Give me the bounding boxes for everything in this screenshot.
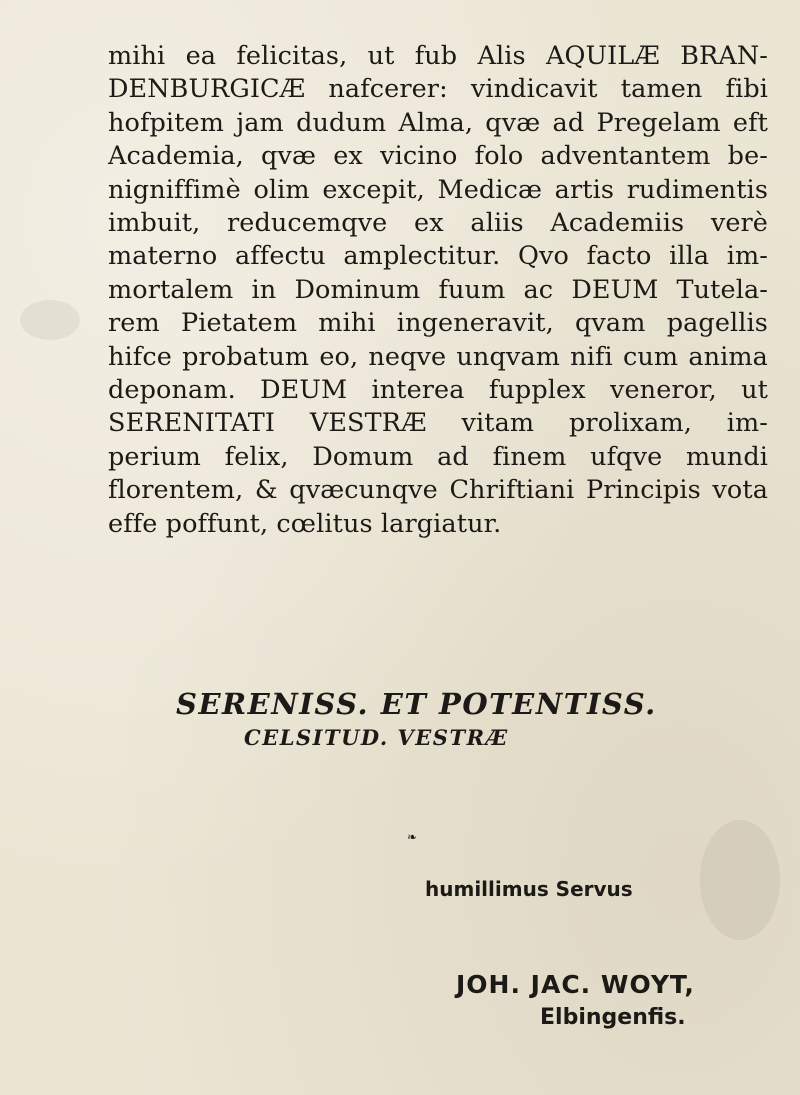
- text-line: hifce probatum eo, neqve unqvam nifi cum anima: [108, 341, 768, 372]
- text-line: nigniffimè olim excepit, Medicæ artis rudimentis: [108, 174, 768, 205]
- salutation-address: SERENISS. ET POTENTISS.: [176, 687, 657, 721]
- dedication-body: [108, 40, 768, 541]
- page-stain: [20, 300, 80, 340]
- text-line: hofpitem jam dudum Alma, qvæ ad Pregelam eft: [108, 107, 768, 138]
- text-line: Academia, qvæ ex vicino folo adventantem be-: [108, 141, 768, 172]
- page-stain: [700, 820, 780, 940]
- author-origin: Elbingenfis.: [540, 1005, 686, 1030]
- text-line: imbuit, reducemqve ex aliis Academiis verè: [108, 208, 768, 239]
- text-line: perium felix, Domum ad finem ufqve mundi: [108, 441, 768, 472]
- text-line: effe poffunt, cœlitus largiatur.: [108, 508, 502, 539]
- text-line: DENBURGICÆ nafcerer: vindicavit tamen fibi: [108, 74, 768, 105]
- author-name: JOH. JAC. WOYT,: [456, 970, 695, 999]
- text-line: deponam. DEUM interea fupplex veneror, ut: [108, 375, 768, 406]
- text-line: florentem, & qvæcunqve Chriftiani Principis vota: [108, 475, 768, 506]
- text-line: SERENITATI VESTRÆ vitam prolixam, im-: [108, 408, 768, 439]
- text-line: materno affectu amplectitur. Qvo facto illa im-: [108, 241, 768, 272]
- text-line: rem Pietatem mihi ingeneravit, qvam pagellis: [108, 308, 768, 339]
- ornament-icon: ❧: [407, 830, 418, 844]
- salutation-title: CELSITUD. VESTRÆ: [244, 725, 509, 750]
- closing-humbly: humillimus Servus: [425, 877, 633, 901]
- text-line: mihi ea felicitas, ut fub Alis AQUILÆ BRAN-: [108, 41, 768, 71]
- text-line: mortalem in Dominum fuum ac DEUM Tutela-: [108, 274, 768, 305]
